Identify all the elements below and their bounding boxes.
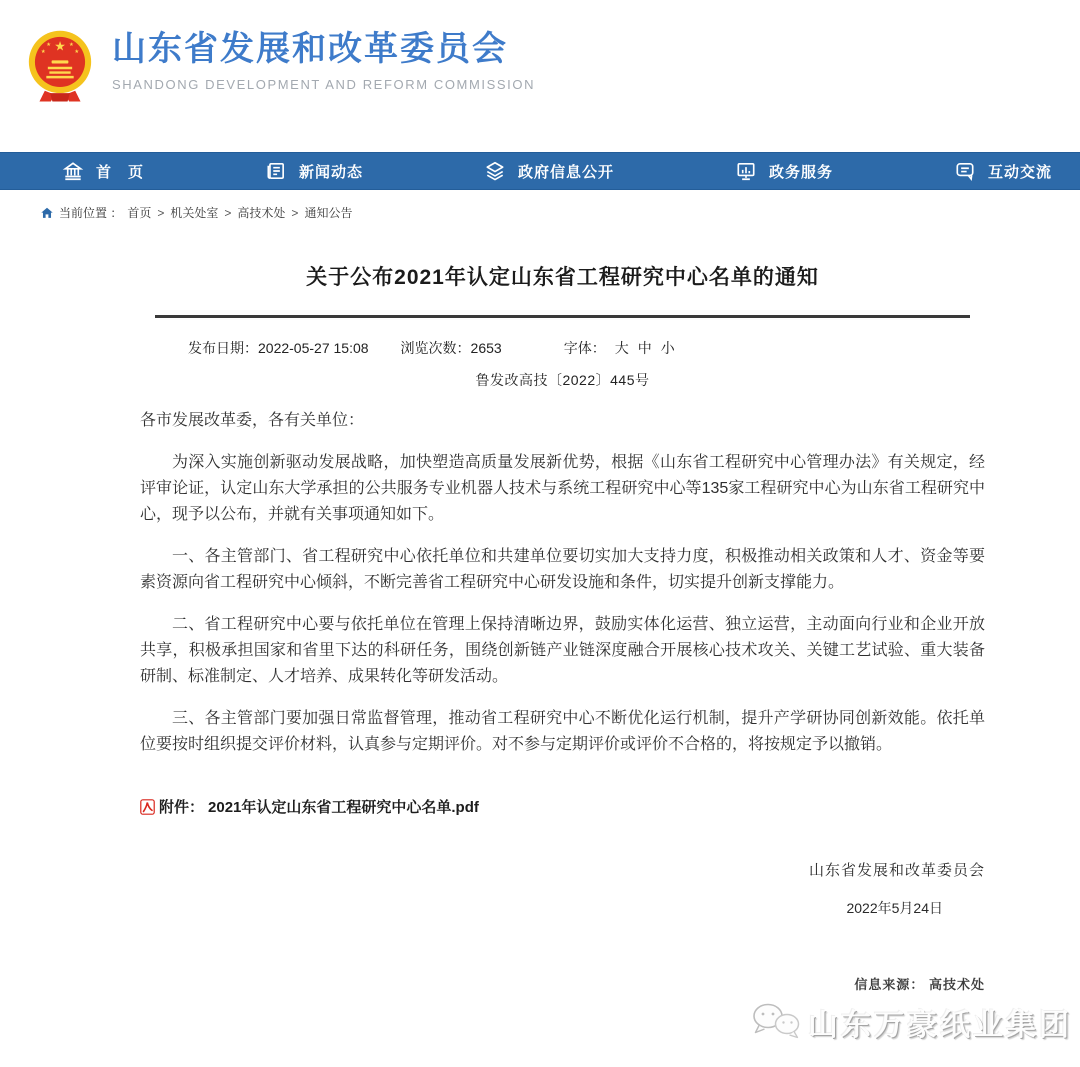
breadcrumb-item-offices[interactable]: 机关处室 — [170, 206, 219, 220]
view-count — [401, 338, 502, 358]
breadcrumb-item-home[interactable]: 首页 — [127, 206, 152, 220]
breadcrumb-item-hightech[interactable]: 高技术处 — [237, 206, 286, 220]
paragraph-item-3: 三、各主管部门要加强日常监督管理，推动省工程研究中心不断优化运行机制，提升产学研协同创新效能。依托单位要按时组织提交评价材料，认真参与定期评价。对不参与定期评价或评价不合格的，将按规定予以撤销。 — [140, 710, 985, 753]
font-size-large-button[interactable]: 大 — [614, 340, 629, 356]
view-count-label: 浏览次数： — [400, 340, 471, 356]
publish-date-label: 发布日期： — [188, 340, 258, 356]
signature-block — [140, 859, 985, 918]
nav-item-label: 新闻动态 — [298, 163, 363, 181]
paragraph-item-1: 一、各主管部门、省工程研究中心依托单位和共建单位要切实加大支持力度，积极推动相关政策和人才、资金等要素资源向省工程研究中心倾斜，不断完善省工程研究中心研发设施和条件，切实提升创新支撑能力。 — [140, 548, 985, 591]
attachment-row — [140, 796, 985, 817]
nav-item-label: 政府信息公开 — [517, 163, 614, 181]
nav-item-gov-info[interactable] — [484, 160, 614, 182]
breadcrumb-separator: > — [291, 205, 299, 220]
svg-text:★: ★ — [69, 41, 74, 48]
site-header — [0, 0, 1080, 152]
nav-item-label: 首 页 — [96, 163, 145, 181]
source-value: 高技术处 — [928, 977, 985, 992]
font-size-label: 字体： — [563, 340, 606, 356]
bank-icon — [62, 160, 84, 182]
signature-date: 2022年5月24日 — [846, 900, 943, 916]
article — [140, 261, 985, 993]
svg-text:★: ★ — [54, 38, 66, 54]
site-title: 山东省发展和改革委员会 — [112, 30, 508, 68]
nav-item-label: 政务服务 — [768, 163, 833, 181]
pdf-icon — [140, 799, 155, 815]
publish-date-value: 2022-05-27 15:08 — [258, 340, 369, 356]
news-icon — [265, 160, 287, 182]
svg-text:★: ★ — [40, 48, 46, 55]
watermark-text: 山东万豪纸业集团 — [808, 1009, 1072, 1042]
document-number: 鲁发改高技〔2022〕445号 — [475, 372, 650, 388]
font-size-switch — [564, 338, 675, 358]
article-body — [140, 408, 985, 758]
layers-icon — [484, 160, 506, 182]
svg-text:★: ★ — [46, 41, 51, 48]
nav-item-news[interactable] — [265, 160, 363, 182]
attachment-label: 附件： — [159, 799, 205, 816]
paragraph-salutation: 各市发展改革委，各有关单位： — [140, 412, 365, 429]
breadcrumb-separator: > — [157, 205, 165, 220]
attachment-file-link[interactable]: 2021年认定山东省工程研究中心名单.pdf — [208, 799, 479, 816]
source-row — [140, 974, 985, 993]
watermark — [750, 1000, 1072, 1044]
home-icon — [40, 206, 54, 220]
nav-item-label: 互动交流 — [987, 163, 1052, 181]
breadcrumb-label: 当前位置 ： — [59, 206, 123, 220]
publish-date — [188, 338, 369, 358]
source-label: 信息来源： — [854, 977, 929, 992]
svg-text:★: ★ — [74, 48, 80, 55]
chat-icon — [954, 160, 976, 182]
breadcrumb-separator: > — [224, 205, 232, 220]
title-divider — [155, 315, 970, 318]
breadcrumb — [0, 190, 1080, 221]
nav-item-interaction[interactable] — [954, 160, 1052, 182]
chat-bubbles-logo-icon — [750, 1001, 802, 1043]
nav-item-home[interactable] — [62, 160, 144, 182]
brand-block — [112, 24, 535, 92]
paragraph-intro: 为深入实施创新驱动发展战略，加快塑造高质量发展新优势，根据《山东省工程研究中心管理办法》有关规定，经评审论证，认定山东大学承担的公共服务专业机器人技术与系统工程研究中心等135家工程研究中心为山东省工程研究中心，现予以公布，并就有关事项通知如下。 — [140, 454, 985, 523]
view-count-value: 2653 — [470, 340, 502, 356]
paragraph-item-2: 二、省工程研究中心要与依托单位在管理上保持清晰边界，鼓励实体化运营、独立运营，主动面向行业和企业开放共享，积极承担国家和省里下达的科研任务，围绕创新链产业链深度融合开展核心技术攻关、关键工艺试验、重大装备研制、标准制定、人才培养、成果转化等研发活动。 — [140, 616, 985, 685]
font-size-medium-button[interactable]: 中 — [637, 340, 652, 356]
site-subtitle: SHANDONG DEVELOPMENT AND REFORM COMMISSION — [112, 76, 536, 92]
article-meta — [140, 338, 985, 358]
font-size-small-button[interactable]: 小 — [660, 340, 675, 356]
main-nav — [0, 152, 1080, 190]
national-emblem-icon — [22, 24, 98, 112]
article-title: 关于公布2021年认定山东省工程研究中心名单的通知 — [306, 266, 819, 289]
breadcrumb-item-notices[interactable]: 通知公告 — [304, 206, 353, 220]
monitor-icon — [735, 160, 757, 182]
signature-org: 山东省发展和改革委员会 — [808, 862, 985, 879]
nav-item-services[interactable] — [735, 160, 833, 182]
